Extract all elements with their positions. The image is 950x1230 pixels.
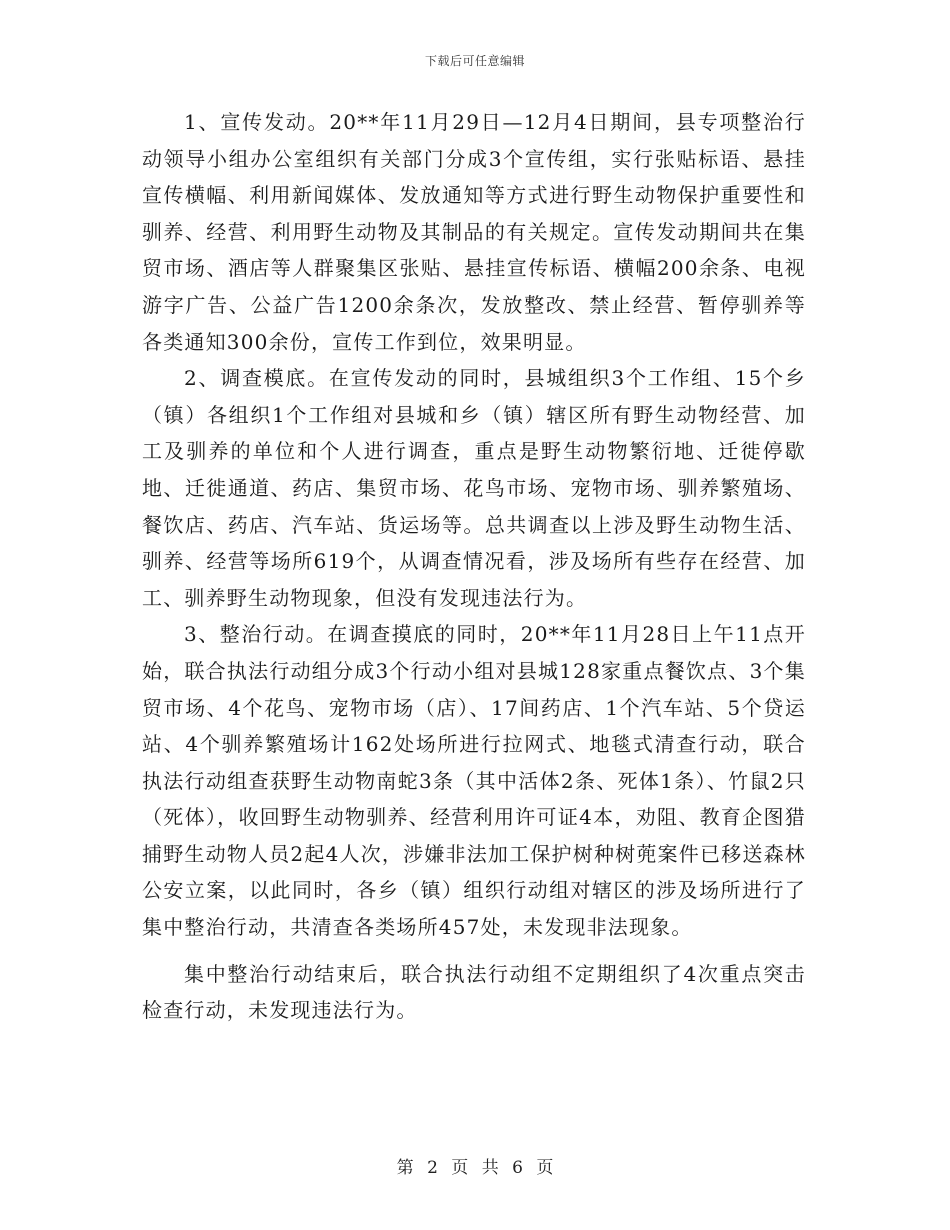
paragraph-rectification: 3、整治行动。在调查摸底的同时，20**年11月28日上午11点开始，联合执法行动组分成3个行动小组对县城128家重点餐饮点、3个集贸市场、4个花鸟、宠物市场（店）、17间药店、1个汽车站、5个贷运站、4个驯养繁殖场计162处场所进行拉网式、地毯式清查行动，联合执法行动组查获野生动物南蛇3条（其中活体2条、死体1条）、竹鼠2只（死体），收回野生动物驯养、经营利用许可证4本，劝阻、教育企图猎捕野生动物人员2起4人次，涉嫌非法加工保护树种树蔸案件已移送森林公安立案，以此同时，各乡（镇）组织行动组对辖区的涉及场所进行了集中整治行动，共清查各类场所457处，未发现非法现象。	[142, 622, 806, 940]
paragraph-survey: 2、调查模底。在宣传发动的同时，县城组织3个工作组、15个乡（镇）各组织1个工作组对县城和乡（镇）辖区所有野生动物经营、加工及驯养的单位和个人进行调查，重点是野生动物繁衍地、迁徙停歇地、迁徙通道、药店、集贸市场、花鸟市场、宠物市场、驯养繁殖场、餐饮店、药店、汽车站、货运场等。总共调查以上涉及野生动物生活、驯养、经营等场所619个，从调查情况看，涉及场所有些存在经营、加工、驯养野生动物现象，但没有发现违法行为。	[142, 366, 806, 610]
page-number: 第 2 页 共 6 页	[396, 1158, 554, 1178]
document-body	[142, 104, 806, 1029]
header-note: 下载后可任意编辑	[424, 54, 525, 68]
paragraph-publicity: 1、宣传发动。20**年11月29日—12月4日期间，县专项整治行动领导小组办公室组织有关部门分成3个宣传组，实行张贴标语、悬挂宣传横幅、利用新闻媒体、发放通知等方式进行野生动物保护重要性和驯养、经营、利用野生动物及其制品的有关规定。宣传发动期间共在集贸市场、酒店等人群聚集区张贴、悬挂宣传标语、横幅200余条、电视游字广告、公益广告1200余条次，发放整改、禁止经营、暂停驯养等各类通知300余份，宣传工作到位，效果明显。	[142, 110, 806, 354]
paragraph-follow-up: 集中整治行动结束后，联合执法行动组不定期组织了4次重点突击检查行动，未发现违法行为。	[142, 961, 806, 1023]
